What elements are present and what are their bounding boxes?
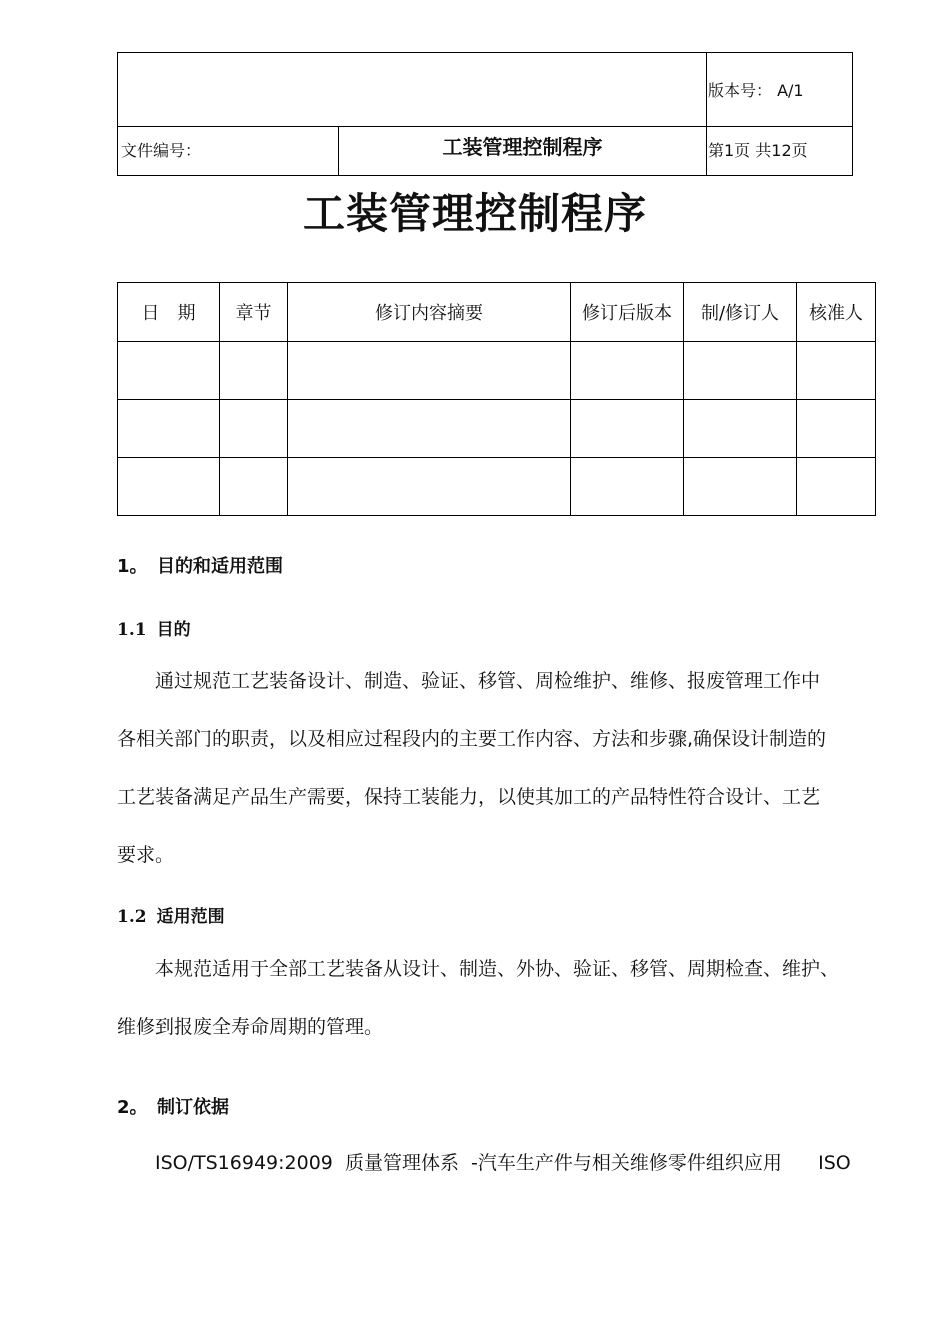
table-row xyxy=(118,458,876,516)
table-cell xyxy=(220,342,288,400)
table-cell xyxy=(571,342,684,400)
revision-table-header xyxy=(118,283,876,342)
table-cell xyxy=(118,342,220,400)
table-cell xyxy=(288,400,571,458)
table-row xyxy=(118,400,876,458)
col-reviser: 制/修订人 xyxy=(684,283,797,342)
document-header-box xyxy=(117,52,853,176)
table-row xyxy=(118,342,876,400)
table-cell xyxy=(288,458,571,516)
header-doc-title: 工装管理控制程序 xyxy=(442,135,603,159)
table-cell xyxy=(797,400,876,458)
paragraph-line: ISO/TS16949:2009 质量管理体系 -汽车生产件与相关维修零件组织应用 ISO xyxy=(155,1152,851,1174)
subsection-number: 1.2 xyxy=(117,907,147,927)
page-info: 第1页 共12页 xyxy=(708,141,808,160)
section-number: 2。 xyxy=(117,1097,148,1118)
paragraph-line: 本规范适用于全部工艺装备从设计、制造、外协、验证、移管、周期检查、维护、 xyxy=(155,958,840,980)
table-cell xyxy=(571,458,684,516)
table-cell xyxy=(571,400,684,458)
table-cell xyxy=(220,458,288,516)
table-cell xyxy=(118,400,220,458)
subsection-1-1-heading xyxy=(117,615,191,640)
paragraph-line: 要求。 xyxy=(117,844,175,866)
paragraph-line: 各相关部门的职责，以及相应过程段内的主要工作内容、方法和步骤,确保设计制造的 xyxy=(117,728,827,750)
doc-number-label: 文件编号： xyxy=(121,141,202,160)
paragraph-line: 工艺装备满足产品生产需要，保持工装能力，以使其加工的产品特性符合设计、工艺 xyxy=(117,786,821,808)
subsection-number: 1.1 xyxy=(117,620,147,640)
subsection-title: 适用范围 xyxy=(156,907,225,927)
version-label: 版本号： A/1 xyxy=(708,81,804,100)
table-cell xyxy=(288,342,571,400)
col-summary: 修订内容摘要 xyxy=(288,283,571,342)
paragraph-line: 通过规范工艺装备设计、制造、验证、移管、周检维护、维修、报废管理工作中 xyxy=(155,670,821,692)
section-2-heading xyxy=(117,1093,229,1119)
paragraph-line: 维修到报废全寿命周期的管理。 xyxy=(117,1016,384,1038)
table-cell xyxy=(797,458,876,516)
page-title: 工装管理控制程序 xyxy=(302,189,647,238)
table-cell xyxy=(118,458,220,516)
col-version: 修订后版本 xyxy=(571,283,684,342)
table-cell xyxy=(684,342,797,400)
table-cell xyxy=(797,342,876,400)
col-approver: 核准人 xyxy=(797,283,876,342)
section-1-heading xyxy=(117,552,283,578)
subsection-title: 目的 xyxy=(156,620,191,640)
section-title: 目的和适用范围 xyxy=(157,556,283,577)
table-cell xyxy=(684,400,797,458)
section-number: 1。 xyxy=(117,556,148,577)
subsection-1-2-heading xyxy=(117,902,225,927)
table-cell xyxy=(220,400,288,458)
revision-table xyxy=(117,282,876,516)
col-date: 日 期 xyxy=(118,283,220,342)
section-title: 制订依据 xyxy=(157,1097,229,1118)
table-cell xyxy=(684,458,797,516)
col-chapter: 章节 xyxy=(220,283,288,342)
